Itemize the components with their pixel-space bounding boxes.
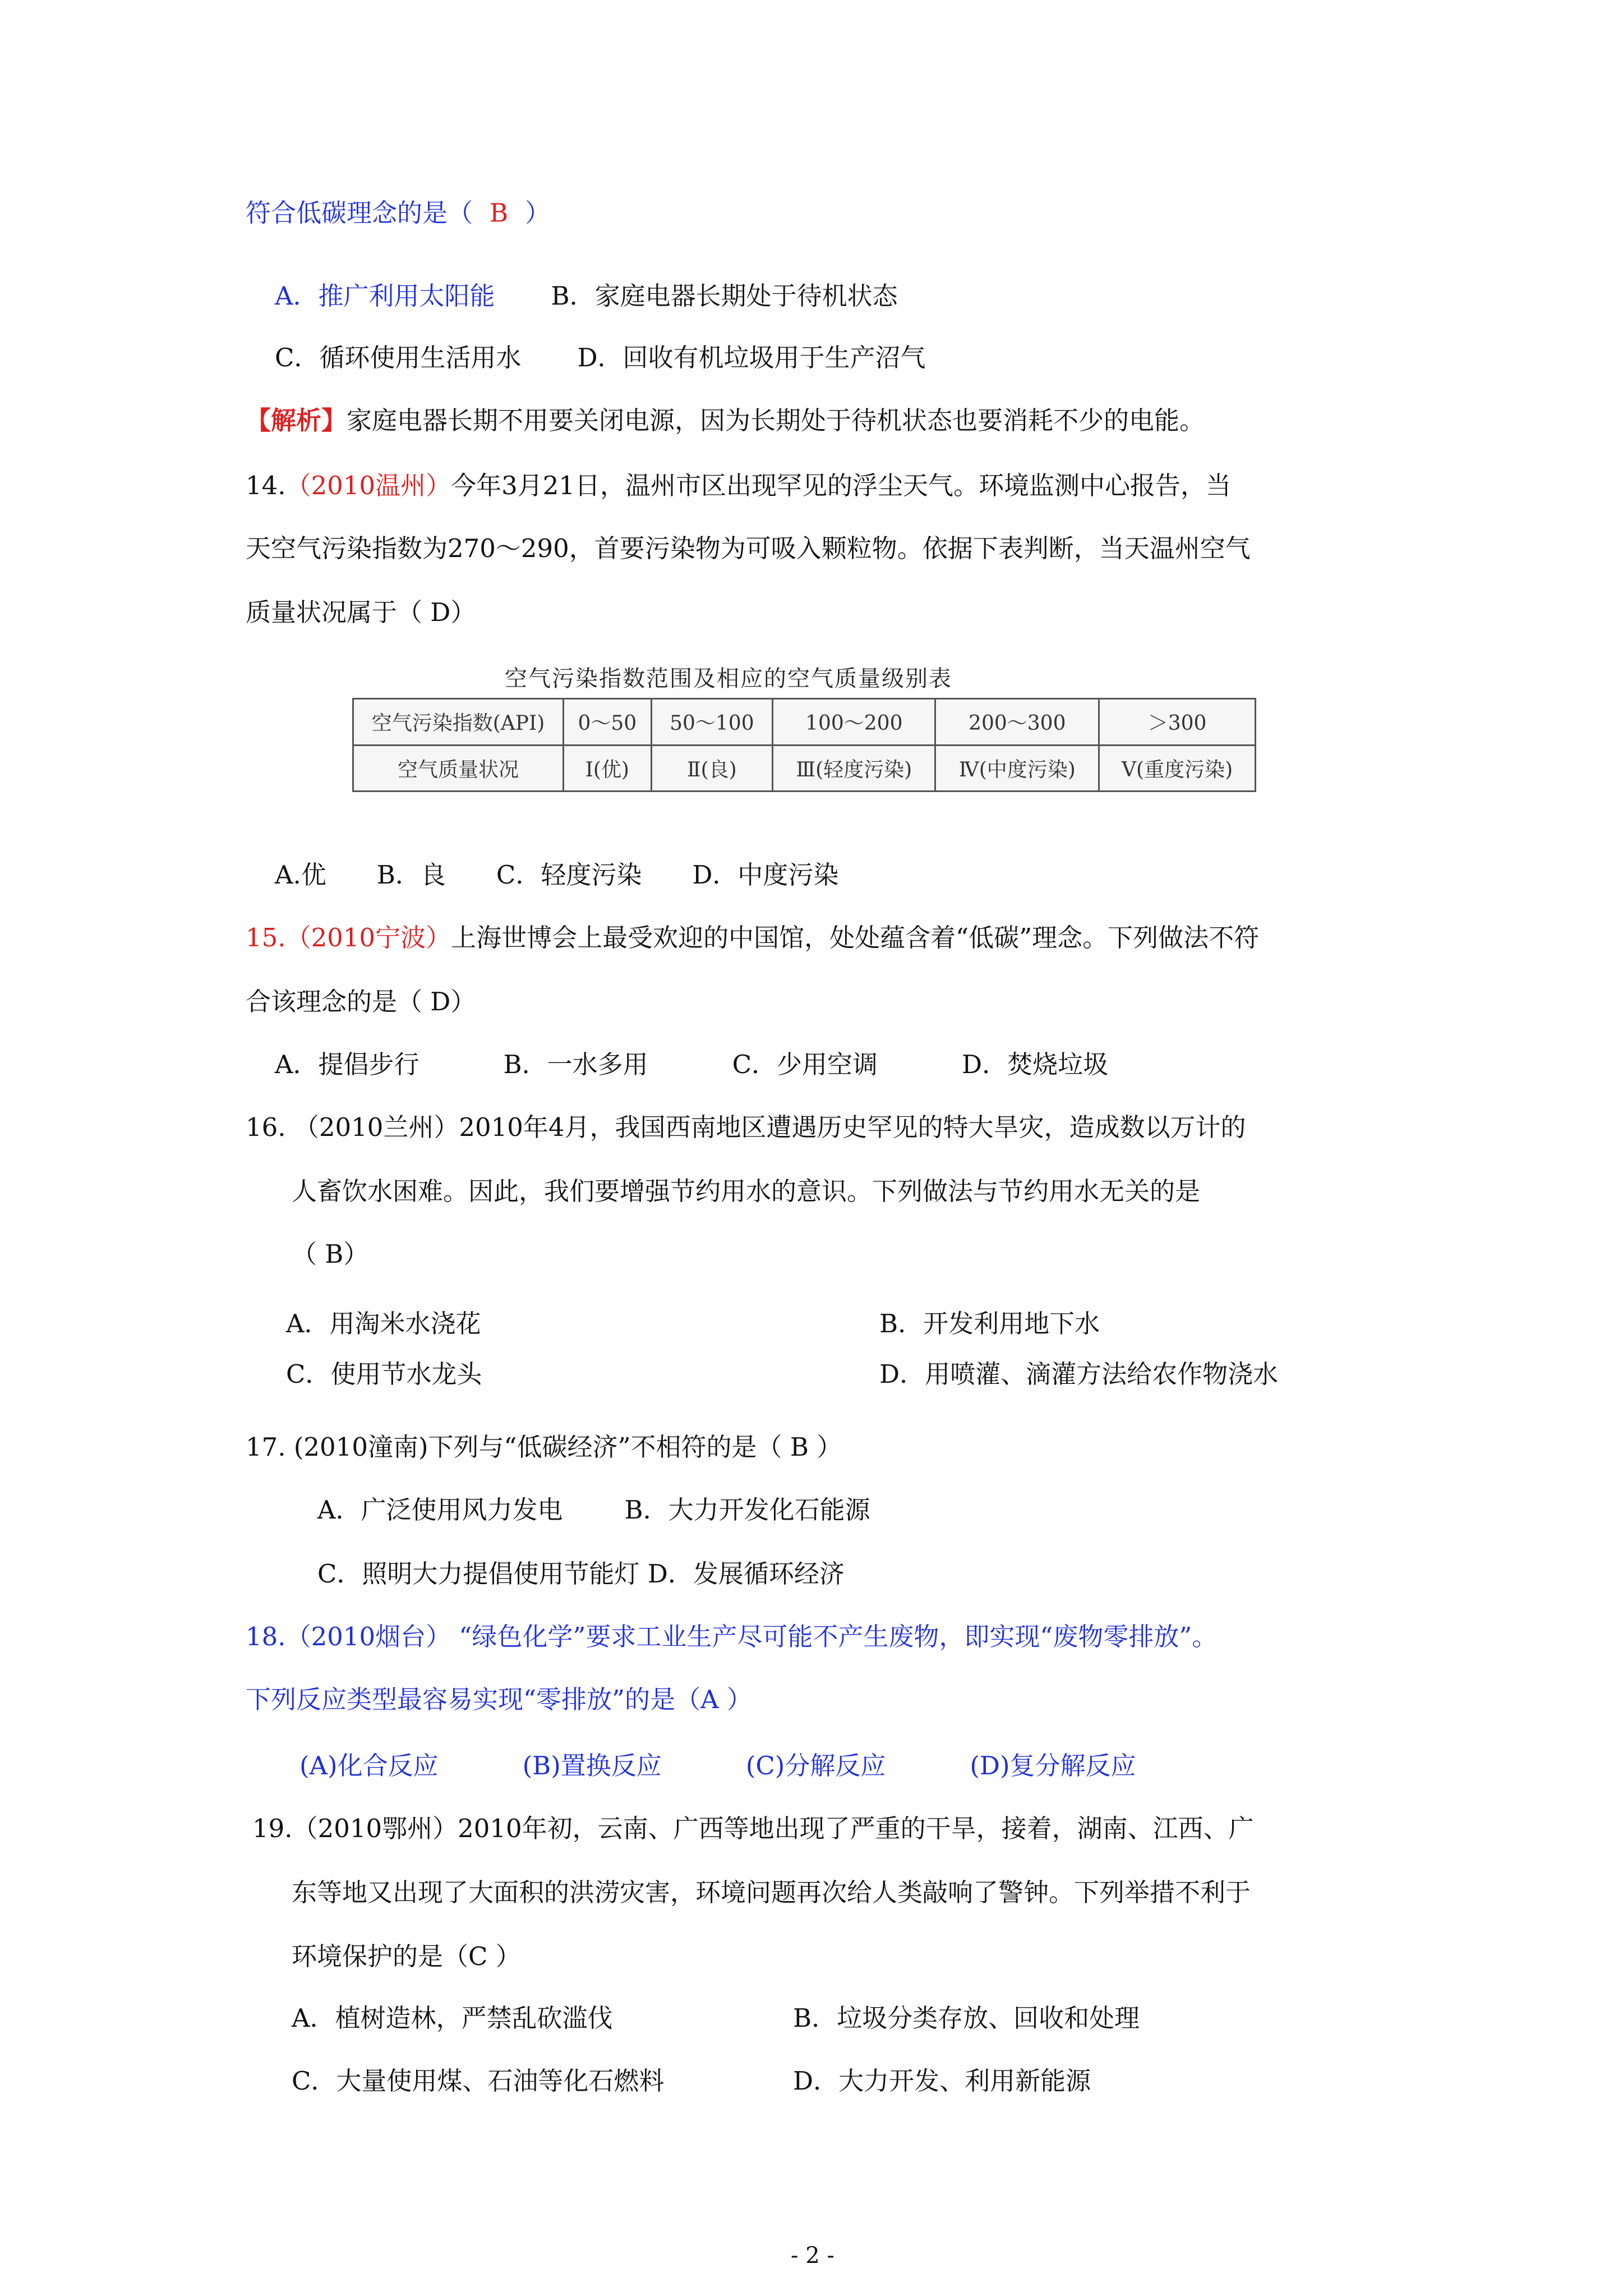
table-cell: 50～100: [651, 699, 773, 746]
q14-stem-3: 质量状况属于（ D）: [246, 597, 476, 627]
q13-option-a: A．推广利用太阳能: [275, 281, 495, 311]
q13-options-ab: [275, 279, 898, 313]
analysis-tag: 【解析】: [246, 406, 347, 435]
q13-option-d: D．回收有机垃圾用于生产沼气: [577, 343, 926, 372]
q19-option-c: C．大量使用煤、石油等化石燃料: [292, 2066, 665, 2096]
q15-number-source: 15.（2010宁波）: [246, 923, 451, 953]
q15-option-d: D．焚烧垃圾: [962, 1050, 1109, 1079]
page-number: - 2 -: [791, 2243, 834, 2269]
q17-options-ab: [317, 1493, 870, 1527]
q13-option-b: B．家庭电器长期处于待机状态: [551, 281, 898, 311]
q19-stem-1: 19.（2010鄂州）2010年初，云南、广西等地出现了严重的干旱，接着，湖南、江西、广: [252, 1814, 1254, 1843]
q16-option-a: A．用淘米水浇花: [286, 1309, 481, 1338]
q14-line1: [246, 469, 1231, 503]
table-cell: Ⅴ(重度污染): [1099, 745, 1256, 792]
q19-stem-3: 环境保护的是（C ）: [292, 1941, 521, 1971]
q15-line1: [246, 921, 1259, 955]
q14-option-b: B．良: [376, 860, 446, 890]
api-table-row: [353, 745, 1256, 792]
table-cell: 空气污染指数(API): [353, 699, 564, 746]
q16-stem-3: （ B）: [292, 1239, 369, 1269]
q19-option-a: A．植树造林，严禁乱砍滥伐: [292, 2003, 613, 2033]
q14-option-c: C．轻度污染: [496, 860, 642, 890]
q18-stem-1: 18.（2010烟台） “绿色化学”要求工业生产尽可能不产生废物，即实现“废物零排放”。: [246, 1622, 1218, 1651]
q16-stem-2: 人畜饮水困难。因此，我们要增强节约用水的意识。下列做法与节约用水无关的是: [292, 1176, 1201, 1206]
q14-option-a: A.优: [275, 860, 326, 890]
q14-source: （2010温州）: [285, 471, 451, 500]
q15-option-b: B．一水多用: [503, 1050, 648, 1079]
q18-option-a: (A)化合反应: [299, 1751, 439, 1780]
table-cell: Ⅰ(优): [564, 745, 652, 792]
q16-option-d: D．用喷灌、滴灌方法给农作物浇水: [879, 1359, 1279, 1389]
q13-answer: B: [490, 198, 509, 228]
q18-options: [299, 1749, 1136, 1783]
q14-options: [275, 858, 838, 892]
q14-stem-1: 今年3月21日，温州市区出现罕见的浮尘天气。环境监测中心报告，当: [451, 471, 1232, 500]
q15-option-a: A．提倡步行: [275, 1050, 419, 1079]
table-cell: 空气质量状况: [353, 745, 564, 792]
q16-stem-1: 16. （2010兰州）2010年4月，我国西南地区遭遇历史罕见的特大旱灾，造成数以万计的: [246, 1112, 1246, 1142]
q19-stem-2: 东等地又出现了大面积的洪涝灾害，环境问题再次给人类敲响了警钟。下列举措不利于: [292, 1878, 1251, 1907]
q15-stem-1: 上海世博会上最受欢迎的中国馆，处处蕴含着“低碳”理念。下列做法不符: [451, 923, 1260, 953]
q17-stem: 17. (2010潼南)下列与“低碳经济”不相符的是（ B ）: [246, 1432, 842, 1462]
table-cell: 100～200: [773, 699, 935, 746]
table-cell: ＞300: [1099, 699, 1256, 746]
q13-stem-text: 符合低碳理念的是（: [246, 198, 473, 228]
table-cell: 200～300: [935, 699, 1099, 746]
q13-stem: [246, 196, 550, 230]
q13-analysis: [246, 404, 1205, 438]
q16-option-b: B．开发利用地下水: [879, 1309, 1100, 1338]
q14-stem-2: 天空气污染指数为270～290，首要污染物为可吸入颗粒物。依据下表判断，当天温州空气: [246, 533, 1251, 563]
q13-option-c: C．循环使用生活用水: [275, 343, 522, 372]
q17-options-cd: C．照明大力提倡使用节能灯 D．发展循环经济: [317, 1559, 845, 1589]
q17-option-b: B．大力开发化石能源: [624, 1495, 870, 1525]
q19-option-d: D．大力开发、利用新能源: [793, 2066, 1091, 2096]
api-table-row: [353, 699, 1256, 746]
q15-stem-2: 合该理念的是（ D）: [246, 987, 476, 1016]
analysis-text: 家庭电器长期不用要关闭电源，因为长期处于待机状态也要消耗不少的电能。: [347, 406, 1205, 435]
q13-close: ）: [525, 198, 551, 228]
table-cell: Ⅱ(良): [651, 745, 773, 792]
table-cell: Ⅲ(轻度污染): [773, 745, 935, 792]
q14-number: 14.: [246, 471, 286, 500]
api-table-title: 空气污染指数范围及相应的空气质量级别表: [505, 666, 952, 692]
q15-option-c: C．少用空调: [732, 1050, 878, 1079]
q14-option-d: D．中度污染: [692, 860, 839, 890]
table-cell: Ⅳ(中度污染): [935, 745, 1099, 792]
q18-option-c: (C)分解反应: [745, 1751, 886, 1780]
q13-options-cd: [275, 341, 926, 375]
q18-option-b: (B)置换反应: [522, 1751, 662, 1780]
q18-option-d: (D)复分解反应: [970, 1751, 1136, 1780]
q15-options: [275, 1048, 1108, 1082]
q18-stem-2: 下列反应类型最容易实现“零排放”的是（A ）: [246, 1685, 752, 1714]
q17-option-a: A．广泛使用风力发电: [317, 1495, 563, 1525]
q19-option-b: B．垃圾分类存放、回收和处理: [793, 2003, 1140, 2033]
q16-option-c: C．使用节水龙头: [286, 1359, 482, 1389]
table-cell: 0～50: [564, 699, 652, 746]
api-table: [352, 698, 1256, 792]
